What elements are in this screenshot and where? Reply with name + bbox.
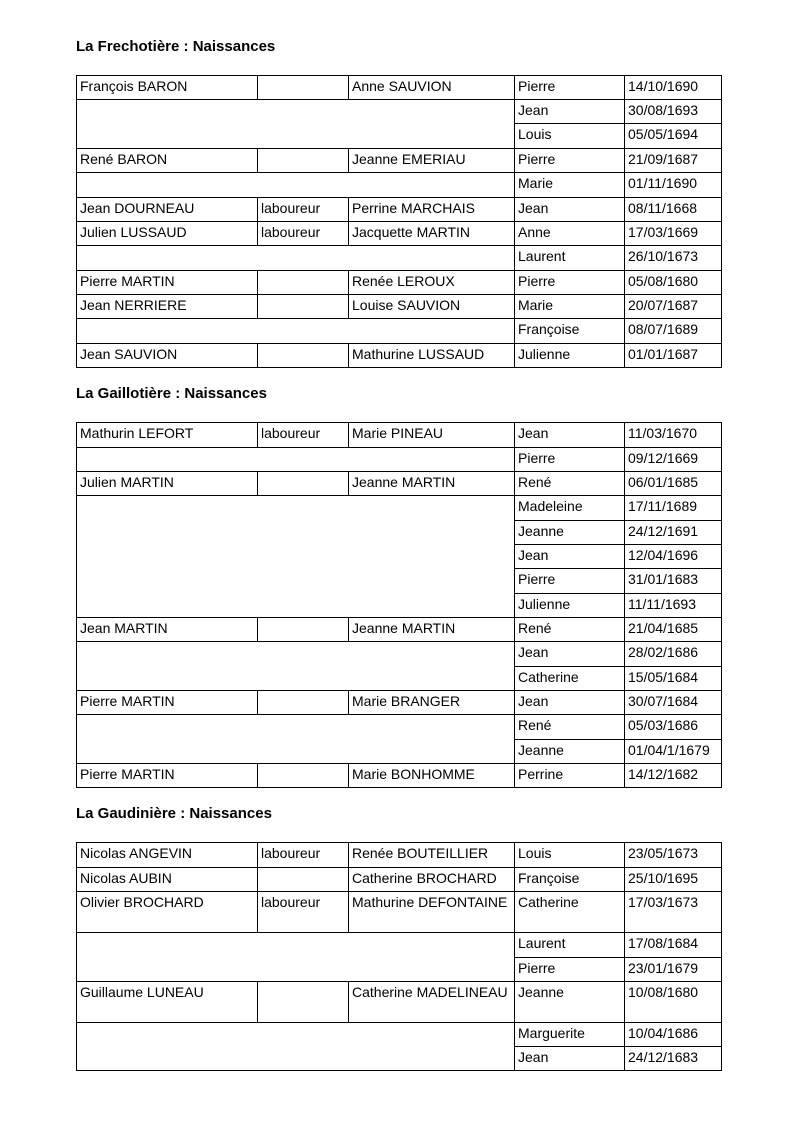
birth-date-cell: 06/01/1685	[625, 472, 722, 496]
birth-date-cell: 21/04/1685	[625, 618, 722, 642]
child-cell: Louis	[515, 843, 625, 868]
empty-parents-cell	[77, 246, 515, 271]
child-cell: Pierre	[515, 76, 625, 100]
table-row	[77, 448, 722, 472]
child-cell: Jeanne	[515, 982, 625, 1023]
child-cell: Pierre	[515, 271, 625, 295]
profession-cell	[258, 271, 349, 295]
empty-parents-cell	[77, 173, 515, 198]
father-cell: Nicolas ANGEVIN	[77, 843, 258, 868]
birth-date-cell: 17/11/1689	[625, 496, 722, 521]
profession-cell	[258, 618, 349, 642]
child-cell: Jeanne	[515, 740, 625, 764]
birth-date-cell: 17/03/1669	[625, 222, 722, 246]
table-row	[77, 1023, 722, 1047]
father-cell: Pierre MARTIN	[77, 271, 258, 295]
father-cell: Jean SAUVION	[77, 344, 258, 368]
birth-date-cell: 23/05/1673	[625, 843, 722, 868]
mother-cell: Marie BRANGER	[349, 691, 515, 715]
mother-cell: Renée LEROUX	[349, 271, 515, 295]
mother-cell: Catherine MADELINEAU	[349, 982, 515, 1023]
birth-date-cell: 08/07/1689	[625, 319, 722, 344]
birth-date-cell: 10/08/1680	[625, 982, 722, 1023]
child-cell: René	[515, 618, 625, 642]
child-cell: Laurent	[515, 933, 625, 958]
table-row	[77, 892, 722, 933]
table-row	[77, 642, 722, 667]
empty-parents-cell	[77, 642, 515, 691]
birth-date-cell: 01/11/1690	[625, 173, 722, 198]
child-cell: Perrine	[515, 764, 625, 788]
child-cell: Louis	[515, 124, 625, 149]
child-cell: Marguerite	[515, 1023, 625, 1047]
table-row	[77, 423, 722, 448]
empty-parents-cell	[77, 715, 515, 764]
birth-date-cell: 14/12/1682	[625, 764, 722, 788]
mother-cell: Anne SAUVION	[349, 76, 515, 100]
birth-date-cell: 26/10/1673	[625, 246, 722, 271]
birth-date-cell: 17/03/1673	[625, 892, 722, 933]
table-row	[77, 222, 722, 246]
empty-parents-cell	[77, 319, 515, 344]
child-cell: Marie	[515, 173, 625, 198]
mother-cell: Marie PINEAU	[349, 423, 515, 448]
child-cell: René	[515, 472, 625, 496]
section-title: La Gaillotière : Naissances	[76, 385, 267, 402]
profession-cell: laboureur	[258, 423, 349, 448]
profession-cell	[258, 344, 349, 368]
birth-date-cell: 05/03/1686	[625, 715, 722, 740]
mother-cell: Renée BOUTEILLIER	[349, 843, 515, 868]
birth-date-cell: 23/01/1679	[625, 958, 722, 982]
father-cell: Nicolas AUBIN	[77, 868, 258, 892]
profession-cell	[258, 472, 349, 496]
mother-cell: Catherine BROCHARD	[349, 868, 515, 892]
empty-parents-cell	[77, 100, 515, 149]
child-cell: Jean	[515, 1047, 625, 1071]
father-cell: Julien LUSSAUD	[77, 222, 258, 246]
child-cell: Jean	[515, 691, 625, 715]
birth-date-cell: 11/11/1693	[625, 594, 722, 618]
father-cell: Mathurin LEFORT	[77, 423, 258, 448]
table-row	[77, 149, 722, 173]
table-row	[77, 715, 722, 740]
child-cell: Pierre	[515, 149, 625, 173]
child-cell: Jean	[515, 642, 625, 667]
profession-cell	[258, 868, 349, 892]
births-table	[76, 75, 722, 368]
father-cell: René BARON	[77, 149, 258, 173]
child-cell: Catherine	[515, 667, 625, 691]
child-cell: Jean	[515, 545, 625, 569]
child-cell: Catherine	[515, 892, 625, 933]
mother-cell: Perrine MARCHAIS	[349, 198, 515, 222]
mother-cell: Jeanne EMERIAU	[349, 149, 515, 173]
birth-date-cell: 31/01/1683	[625, 569, 722, 594]
child-cell: Anne	[515, 222, 625, 246]
table-row	[77, 982, 722, 1023]
profession-cell	[258, 764, 349, 788]
child-cell: Marie	[515, 295, 625, 319]
birth-date-cell: 01/01/1687	[625, 344, 722, 368]
father-cell: Julien MARTIN	[77, 472, 258, 496]
father-cell: Jean DOURNEAU	[77, 198, 258, 222]
table-row	[77, 295, 722, 319]
father-cell: François BARON	[77, 76, 258, 100]
empty-parents-cell	[77, 448, 515, 472]
birth-date-cell: 21/09/1687	[625, 149, 722, 173]
table-row	[77, 76, 722, 100]
birth-date-cell: 12/04/1696	[625, 545, 722, 569]
child-cell: Jean	[515, 100, 625, 124]
table-row	[77, 472, 722, 496]
birth-date-cell: 25/10/1695	[625, 868, 722, 892]
birth-date-cell: 05/05/1694	[625, 124, 722, 149]
child-cell: Laurent	[515, 246, 625, 271]
table-row	[77, 173, 722, 198]
profession-cell	[258, 982, 349, 1023]
birth-date-cell: 15/05/1684	[625, 667, 722, 691]
table-row	[77, 691, 722, 715]
birth-date-cell: 30/07/1684	[625, 691, 722, 715]
table-row	[77, 868, 722, 892]
birth-date-cell: 30/08/1693	[625, 100, 722, 124]
birth-date-cell: 08/11/1668	[625, 198, 722, 222]
table-row	[77, 271, 722, 295]
empty-parents-cell	[77, 1023, 515, 1071]
profession-cell: laboureur	[258, 198, 349, 222]
child-cell: Jean	[515, 423, 625, 448]
profession-cell	[258, 691, 349, 715]
birth-date-cell: 01/04/1/1679	[625, 740, 722, 764]
profession-cell	[258, 295, 349, 319]
section-title: La Frechotière : Naissances	[76, 38, 276, 55]
child-cell: Françoise	[515, 319, 625, 344]
father-cell: Guillaume LUNEAU	[77, 982, 258, 1023]
child-cell: Françoise	[515, 868, 625, 892]
table-row	[77, 496, 722, 521]
child-cell: René	[515, 715, 625, 740]
child-cell: Jean	[515, 198, 625, 222]
profession-cell	[258, 76, 349, 100]
profession-cell	[258, 149, 349, 173]
table-row	[77, 319, 722, 344]
table-row	[77, 843, 722, 868]
section-title: La Gaudinière : Naissances	[76, 805, 272, 822]
birth-date-cell: 11/03/1670	[625, 423, 722, 448]
table-row	[77, 198, 722, 222]
father-cell: Jean MARTIN	[77, 618, 258, 642]
child-cell: Pierre	[515, 448, 625, 472]
mother-cell: Marie BONHOMME	[349, 764, 515, 788]
birth-date-cell: 09/12/1669	[625, 448, 722, 472]
father-cell: Olivier BROCHARD	[77, 892, 258, 933]
child-cell: Jeanne	[515, 521, 625, 545]
table-row	[77, 344, 722, 368]
table-row	[77, 246, 722, 271]
mother-cell: Mathurine LUSSAUD	[349, 344, 515, 368]
empty-parents-cell	[77, 933, 515, 982]
father-cell: Jean NERRIERE	[77, 295, 258, 319]
table-row	[77, 933, 722, 958]
birth-date-cell: 05/08/1680	[625, 271, 722, 295]
table-row	[77, 100, 722, 124]
father-cell: Pierre MARTIN	[77, 691, 258, 715]
profession-cell: laboureur	[258, 222, 349, 246]
profession-cell: laboureur	[258, 843, 349, 868]
empty-parents-cell	[77, 496, 515, 618]
child-cell: Julienne	[515, 594, 625, 618]
mother-cell: Mathurine DEFONTAINE	[349, 892, 515, 933]
child-cell: Madeleine	[515, 496, 625, 521]
mother-cell: Jeanne MARTIN	[349, 618, 515, 642]
table-row	[77, 764, 722, 788]
child-cell: Julienne	[515, 344, 625, 368]
table-row	[77, 618, 722, 642]
birth-date-cell: 24/12/1683	[625, 1047, 722, 1071]
profession-cell: laboureur	[258, 892, 349, 933]
birth-date-cell: 28/02/1686	[625, 642, 722, 667]
mother-cell: Louise SAUVION	[349, 295, 515, 319]
births-table	[76, 842, 722, 1071]
birth-date-cell: 10/04/1686	[625, 1023, 722, 1047]
child-cell: Pierre	[515, 958, 625, 982]
mother-cell: Jeanne MARTIN	[349, 472, 515, 496]
birth-date-cell: 17/08/1684	[625, 933, 722, 958]
mother-cell: Jacquette MARTIN	[349, 222, 515, 246]
birth-date-cell: 20/07/1687	[625, 295, 722, 319]
birth-date-cell: 14/10/1690	[625, 76, 722, 100]
child-cell: Pierre	[515, 569, 625, 594]
father-cell: Pierre MARTIN	[77, 764, 258, 788]
births-table	[76, 422, 722, 788]
birth-date-cell: 24/12/1691	[625, 521, 722, 545]
